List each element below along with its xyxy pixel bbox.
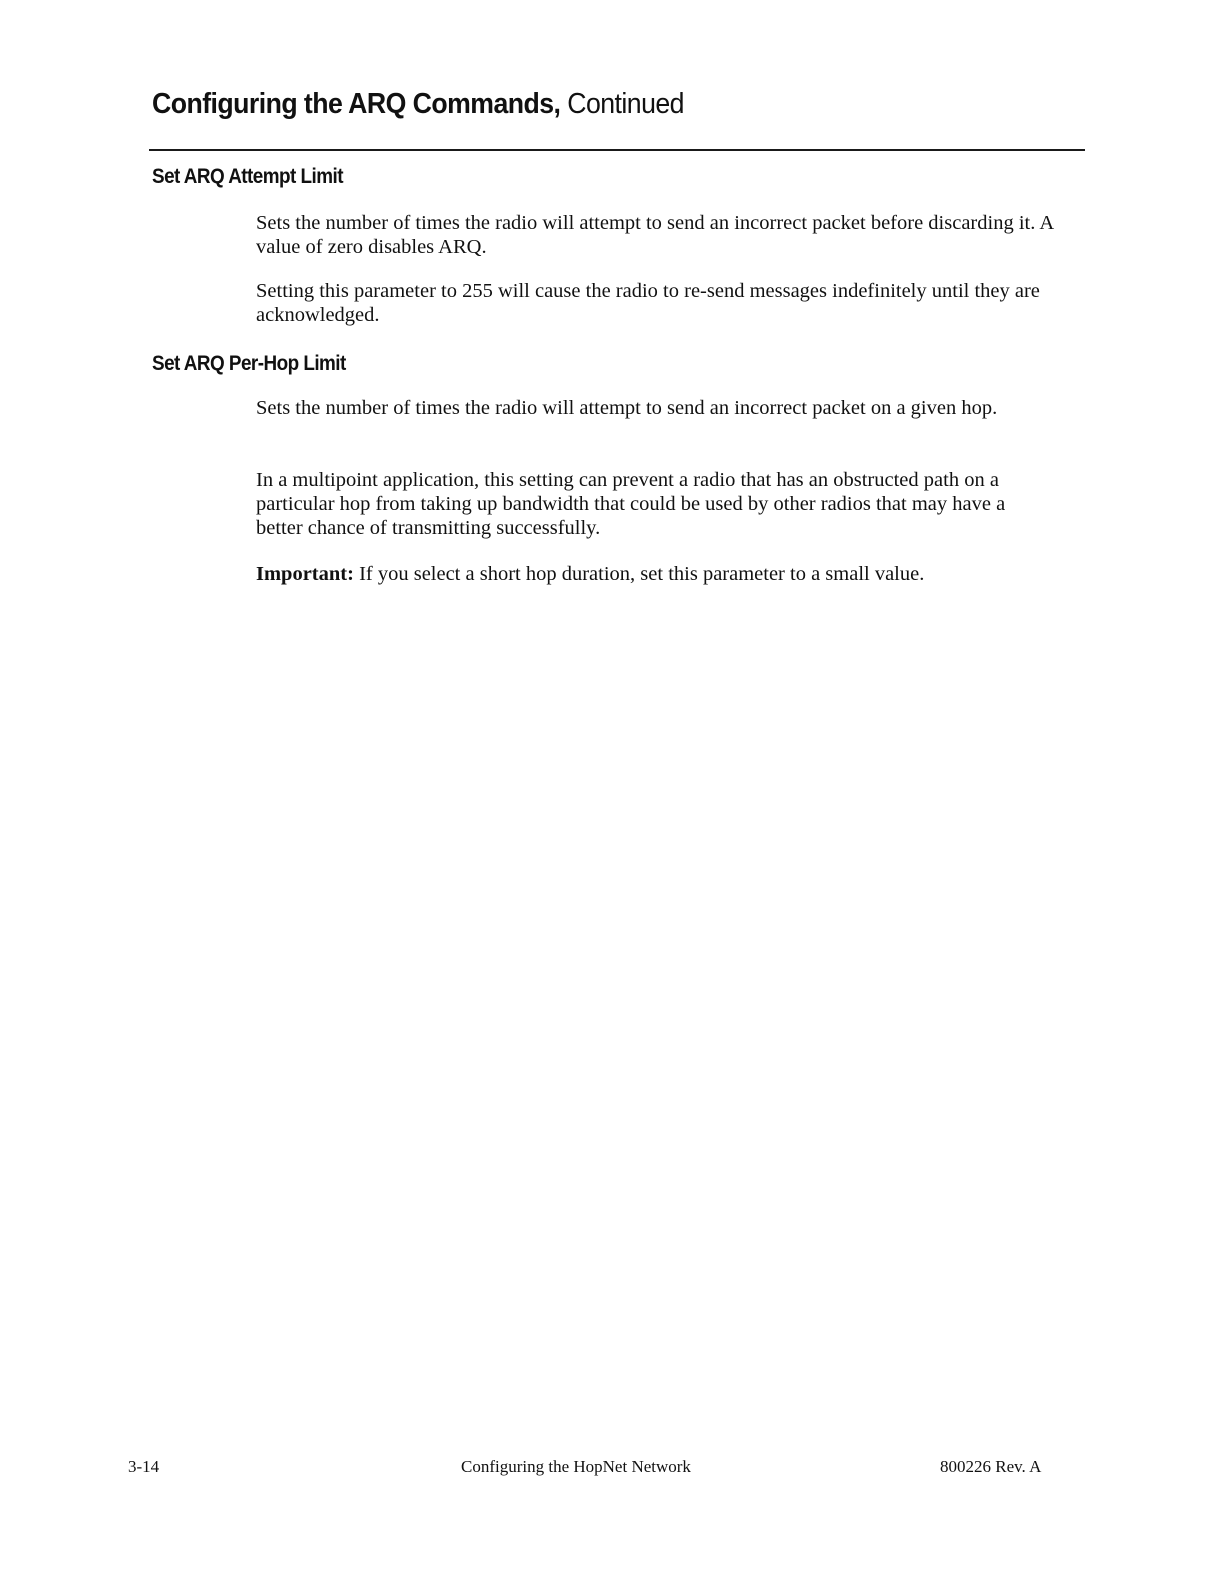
page-title-main: Configuring the ARQ Commands,: [152, 88, 561, 120]
page-title: [152, 84, 684, 124]
section-heading-attempt-limit: Set ARQ Attempt Limit: [152, 165, 343, 188]
title-divider: [149, 149, 1085, 151]
attempt-limit-paragraph-2: Setting this parameter to 255 will cause the radio to re-send messages indefinitely until they are acknowledged.: [256, 280, 1040, 326]
per-hop-limit-paragraph-2: In a multipoint application, this setting can prevent a radio that has an obstructed path on a particular hop from taking up bandwidth that could be used by other radios that may have a better chance of transmitting successfully.: [256, 469, 1006, 539]
attempt-limit-paragraph-1: Sets the number of times the radio will attempt to send an incorrect packet before discarding it. A value of zero disables ARQ.: [256, 212, 1053, 258]
page-title-continued: Continued: [567, 88, 684, 120]
important-text: If you select a short hop duration, set this parameter to a small value.: [359, 563, 925, 585]
footer-document-id: 800226 Rev. A: [940, 1457, 1042, 1476]
important-note: [256, 562, 1056, 586]
footer-page-number: 3-14: [128, 1457, 160, 1476]
footer-chapter-title: Configuring the HopNet Network: [461, 1457, 691, 1476]
section-heading-per-hop-limit: Set ARQ Per-Hop Limit: [152, 352, 346, 375]
per-hop-limit-paragraph-1: Sets the number of times the radio will attempt to send an incorrect packet on a given hop.: [256, 397, 998, 419]
important-label: Important:: [256, 563, 354, 585]
